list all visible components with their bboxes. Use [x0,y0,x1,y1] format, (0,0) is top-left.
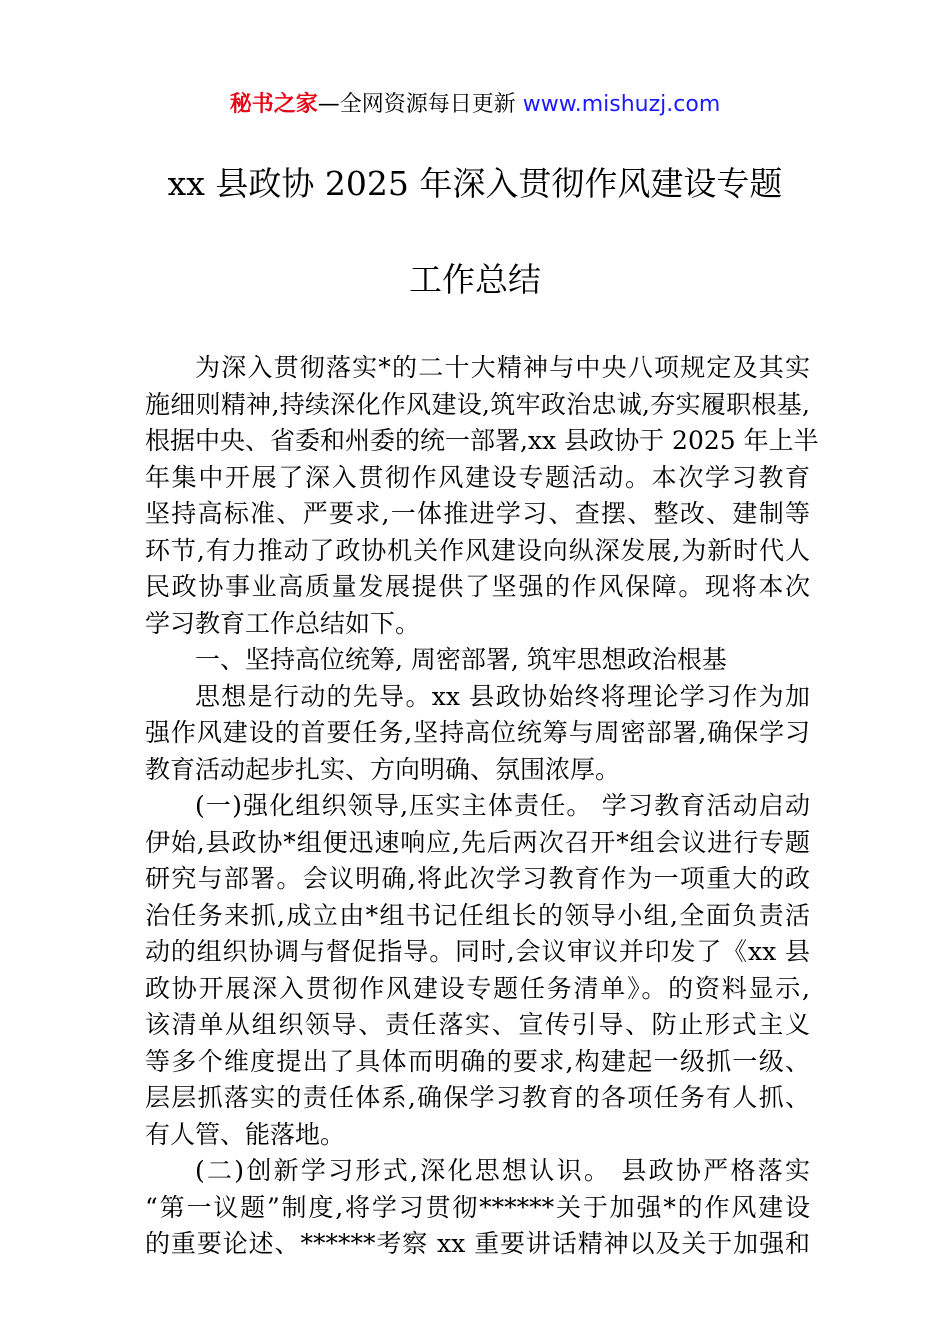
section-heading: 一、坚持高位统筹, 周密部署, 筑牢思想政治根基 [195,645,727,674]
body-line: 动的组织协调与督促指导。同时,会议审议并印发了《xx 县 [145,937,810,966]
body-line: 学习教育工作总结如下。 [145,608,421,638]
body-line: 层层抓落实的责任体系,确保学习教育的各项任务有人抓、 [145,1083,810,1112]
body-line: 民政协事业高质量发展提供了坚强的作风保障。现将本次 [145,572,810,601]
body-line: 施细则精神,持续深化作风建设,筑牢政治忠诚,夯实履职根基, [145,389,810,419]
site-brand[interactable]: 秘书之家 [229,92,318,117]
site-url-link[interactable]: www.mishuzj.com [522,92,721,117]
document-title-line-2: 工作总结 [409,260,541,299]
body-line: 等多个维度提出了具体而明确的要求,构建起一级抓一级、 [145,1046,810,1076]
body-line: 坚持高标准、严要求,一体推进学习、查摆、整改、建制等 [145,499,810,528]
document-body [145,350,819,1263]
body-line: 根据中央、省委和州委的统一部署,xx 县政协于 2025 年上半 [145,426,819,455]
document-title-line-1: xx 县政协 2025 年深入贯彻作风建设专题 [167,164,783,203]
body-line: 教育活动起步扎实、方向明确、氛围浓厚。 [145,754,621,784]
body-line: 伊始,县政协*组便迅速响应,先后两次召开*组会议进行专题 [145,827,810,857]
subsection-heading: (一)强化组织领导,压实主体责任。 学习教育活动启动 [195,791,810,820]
site-header [0,88,950,122]
body-line: 治任务来抓,成立由*组书记任组长的领导小组,全面负责活 [145,900,810,930]
body-line: 有人管、能落地。 [145,1119,346,1149]
body-line: 该清单从组织领导、责任落实、宣传引导、防止形式主义 [145,1010,810,1039]
body-line: 思想是行动的先导。xx 县政协始终将理论学习作为加 [195,681,810,711]
site-slogan: —全网资源每日更新 [317,92,523,117]
subsection-heading: (二)创新学习形式,深化思想认识。 县政协严格落实 [195,1156,810,1185]
body-line: 年集中开展了深入贯彻作风建设专题活动。本次学习教育 [145,462,810,492]
body-line: 政协开展深入贯彻作风建设专题任务清单》。的资料显示, [145,973,810,1003]
body-line: 研究与部署。会议明确,将此次学习教育作为一项重大的政 [145,864,810,893]
body-line: 环节,有力推动了政协机关作风建设向纵深发展,为新时代人 [145,535,810,565]
body-line: “第一议题”制度,将学习贯彻******关于加强*的作风建设 [145,1192,810,1222]
body-line: 强作风建设的首要任务,坚持高位统筹与周密部署,确保学习 [145,718,810,747]
body-line: 的重要论述、******考察 xx 重要讲话精神以及关于加强和 [145,1229,810,1258]
body-line: 为深入贯彻落实*的二十大精神与中央八项规定及其实 [195,353,810,382]
